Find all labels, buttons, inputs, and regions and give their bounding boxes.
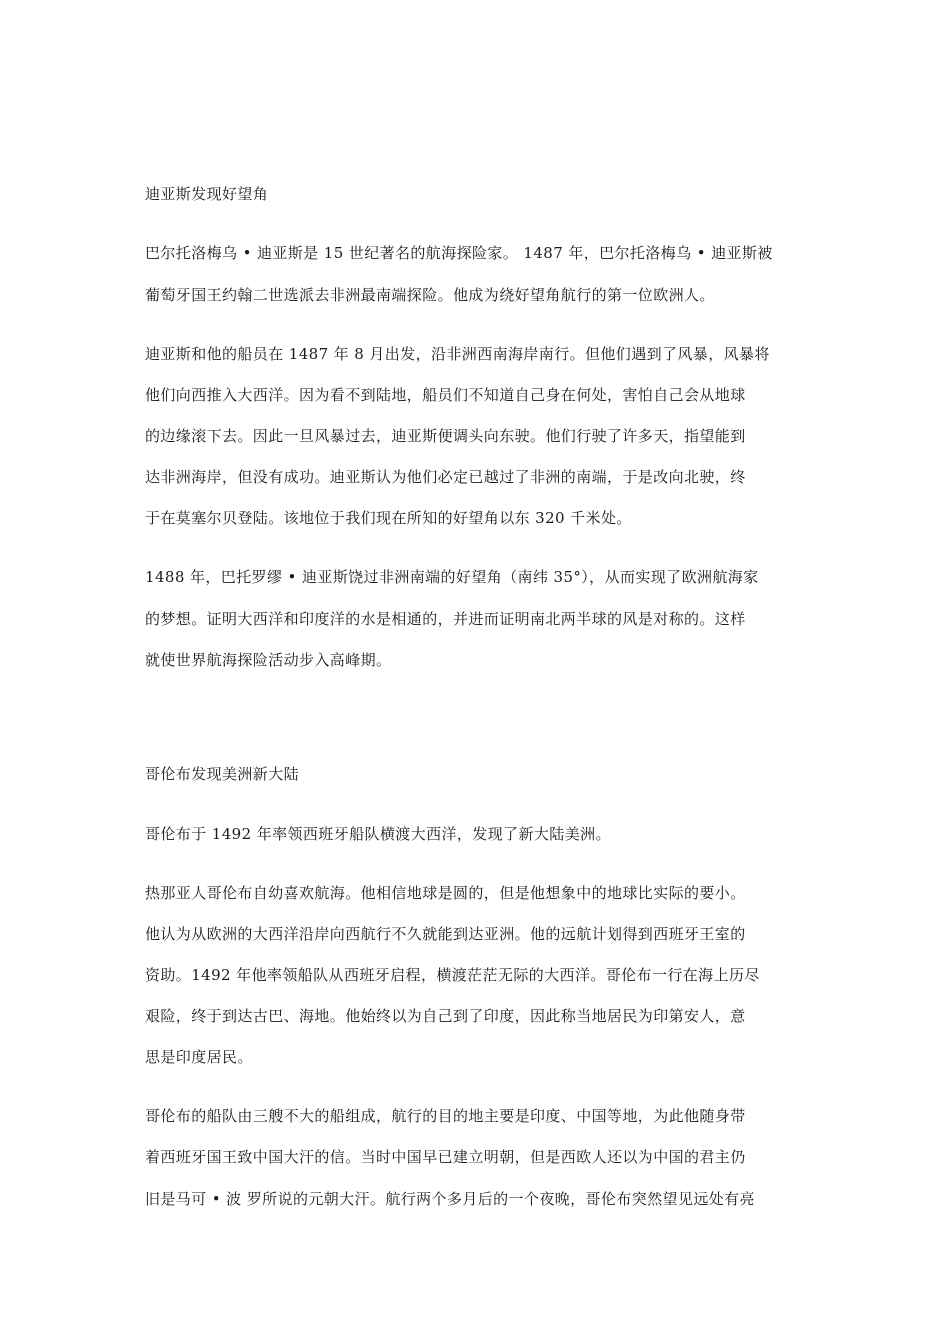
paragraph-line: 于在莫塞尔贝登陆。该地位于我们现在所知的好望角以东 320 千米处。 xyxy=(145,509,632,527)
paragraph-line: 他认为从欧洲的大西洋沿岸向西航行不久就能到达亚洲。他的远航计划得到西班牙王室的 xyxy=(145,925,746,943)
document-page xyxy=(145,0,810,1344)
paragraph-line: 的梦想。证明大西洋和印度洋的水是相通的，并进而证明南北两半球的风是对称的。这样 xyxy=(145,610,746,628)
paragraph-line: 巴尔托洛梅乌 • 迪亚斯是 15 世纪著名的航海探险家。 1487 年，巴尔托洛梅乌 • 迪亚斯被 xyxy=(145,244,773,262)
paragraph-line: 热那亚人哥伦布自幼喜欢航海。他相信地球是圆的，但是他想象中的地球比实际的要小。 xyxy=(145,884,746,902)
paragraph-line: 达非洲海岸，但没有成功。迪亚斯认为他们必定已越过了非洲的南端，于是改向北驶，终 xyxy=(145,468,746,486)
paragraph-line: 的边缘滚下去。因此一旦风暴过去，迪亚斯便调头向东驶。他们行驶了许多天，指望能到 xyxy=(145,427,746,445)
paragraph-line: 资助。1492 年他率领船队从西班牙启程，横渡茫茫无际的大西洋。哥伦布一行在海上历尽 xyxy=(145,966,760,984)
paragraph-line: 哥伦布的船队由三艘不大的船组成，航行的目的地主要是印度、中国等地，为此他随身带 xyxy=(145,1107,746,1125)
paragraph-line: 迪亚斯和他的船员在 1487 年 8 月出发，沿非洲西南海岸南行。但他们遇到了风暴，风暴将 xyxy=(145,345,770,363)
paragraph-line: 他们向西推入大西洋。因为看不到陆地，船员们不知道自己身在何处，害怕自己会从地球 xyxy=(145,386,746,404)
paragraph-line: 着西班牙国王致中国大汗的信。当时中国早已建立明朝，但是西欧人还以为中国的君主仍 xyxy=(145,1148,746,1166)
paragraph-line: 葡萄牙国王约翰二世选派去非洲最南端探险。他成为绕好望角航行的第一位欧洲人。 xyxy=(145,286,715,304)
paragraph-line: 哥伦布于 1492 年率领西班牙船队横渡大西洋，发现了新大陆美洲。 xyxy=(145,825,611,843)
paragraph-line: 1488 年，巴托罗缪 • 迪亚斯饶过非洲南端的好望角（南纬 35°），从而实现了欧洲航海家 xyxy=(145,568,759,586)
section-heading-columbus: 哥伦布发现美洲新大陆 xyxy=(145,765,300,783)
paragraph-line: 思是印度居民。 xyxy=(145,1048,253,1066)
paragraph-line: 艰险，终于到达古巴、海地。他始终以为自己到了印度，因此称当地居民为印第安人，意 xyxy=(145,1007,746,1025)
paragraph-line: 就使世界航海探险活动步入高峰期。 xyxy=(145,651,392,669)
section-heading-dias: 迪亚斯发现好望角 xyxy=(145,185,269,203)
paragraph-line: 旧是马可 • 波 罗所说的元朝大汗。航行两个多月后的一个夜晚，哥伦布突然望见远处有亮 xyxy=(145,1190,755,1208)
